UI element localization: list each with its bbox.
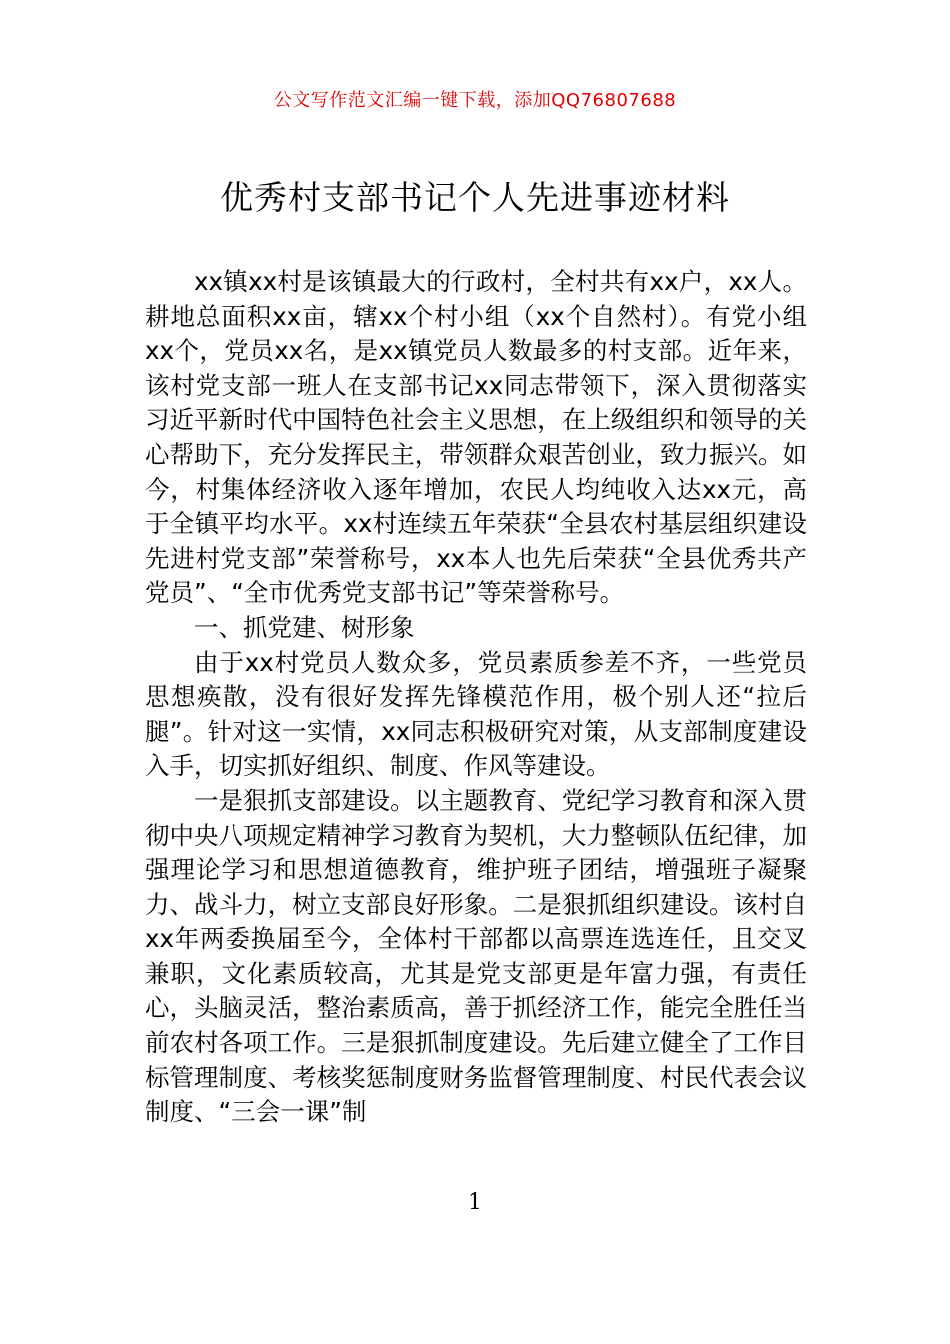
document-title: 优秀村支部书记个人先进事迹材料 [220, 178, 730, 217]
page-number: 1 [468, 1190, 482, 1215]
paragraph-measures: 一是狠抓支部建设。以主题教育、党纪学习教育和深入贯彻中央八项规定精神学习教育为契机，大力整顿队伍纪律，加强理论学习和思想道德教育，维护班子团结，增强班子凝聚力、战斗力，树立支部良好形象。二是狠抓组织建设。该村自xx年两委换届至今，全体村干部都以高票连选连任，且交叉兼职，文化素质较高，尤其是党支部更是年富力强，有责任心，头脑灵活，整治素质高，善于抓经济工作，能完全胜任当前农村各项工作。三是狠抓制度建设。先后建立健全了工作目标管理制度、考核奖惩制度财务监督管理制度、村民代表会议制度、“三会一课”制 [145, 785, 807, 1127]
paragraph-intro: xx镇xx村是该镇最大的行政村，全村共有xx户，xx人。耕地总面积xx亩，辖xx个村小组（xx个自然村）。有党小组xx个，党员xx名，是xx镇党员人数最多的村支部。近年来，该村党支部一班人在支部书记xx同志带领下，深入贯彻落实习近平新时代中国特色社会主义思想，在上级组织和领导的关心帮助下，充分发挥民主，带领群众艰苦创业，致力振兴。如今，村集体经济收入逐年增加，农民人均纯收入达xx元，高于全镇平均水平。xx村连续五年荣获“全县农村基层组织建设先进村党支部”荣誉称号，xx本人也先后荣获“全县优秀共产党员”、“全市优秀党支部书记”等荣誉称号。 [145, 267, 807, 608]
download-notice: 公文写作范文汇编一键下载，添加QQ76807688 [273, 90, 677, 111]
document-body [145, 265, 807, 1130]
section-heading: 一、抓党建、树形象 [194, 612, 415, 642]
paragraph-section-intro: 由于xx村党员人数众多，党员素质参差不齐，一些党员思想痪散，没有很好发挥先锋模范作用，极个别人还“拉后腿”。针对这一实情，xx同志积极研究对策，从支部制度建设入手，切实抓好组织、制度、作风等建设。 [145, 647, 807, 781]
